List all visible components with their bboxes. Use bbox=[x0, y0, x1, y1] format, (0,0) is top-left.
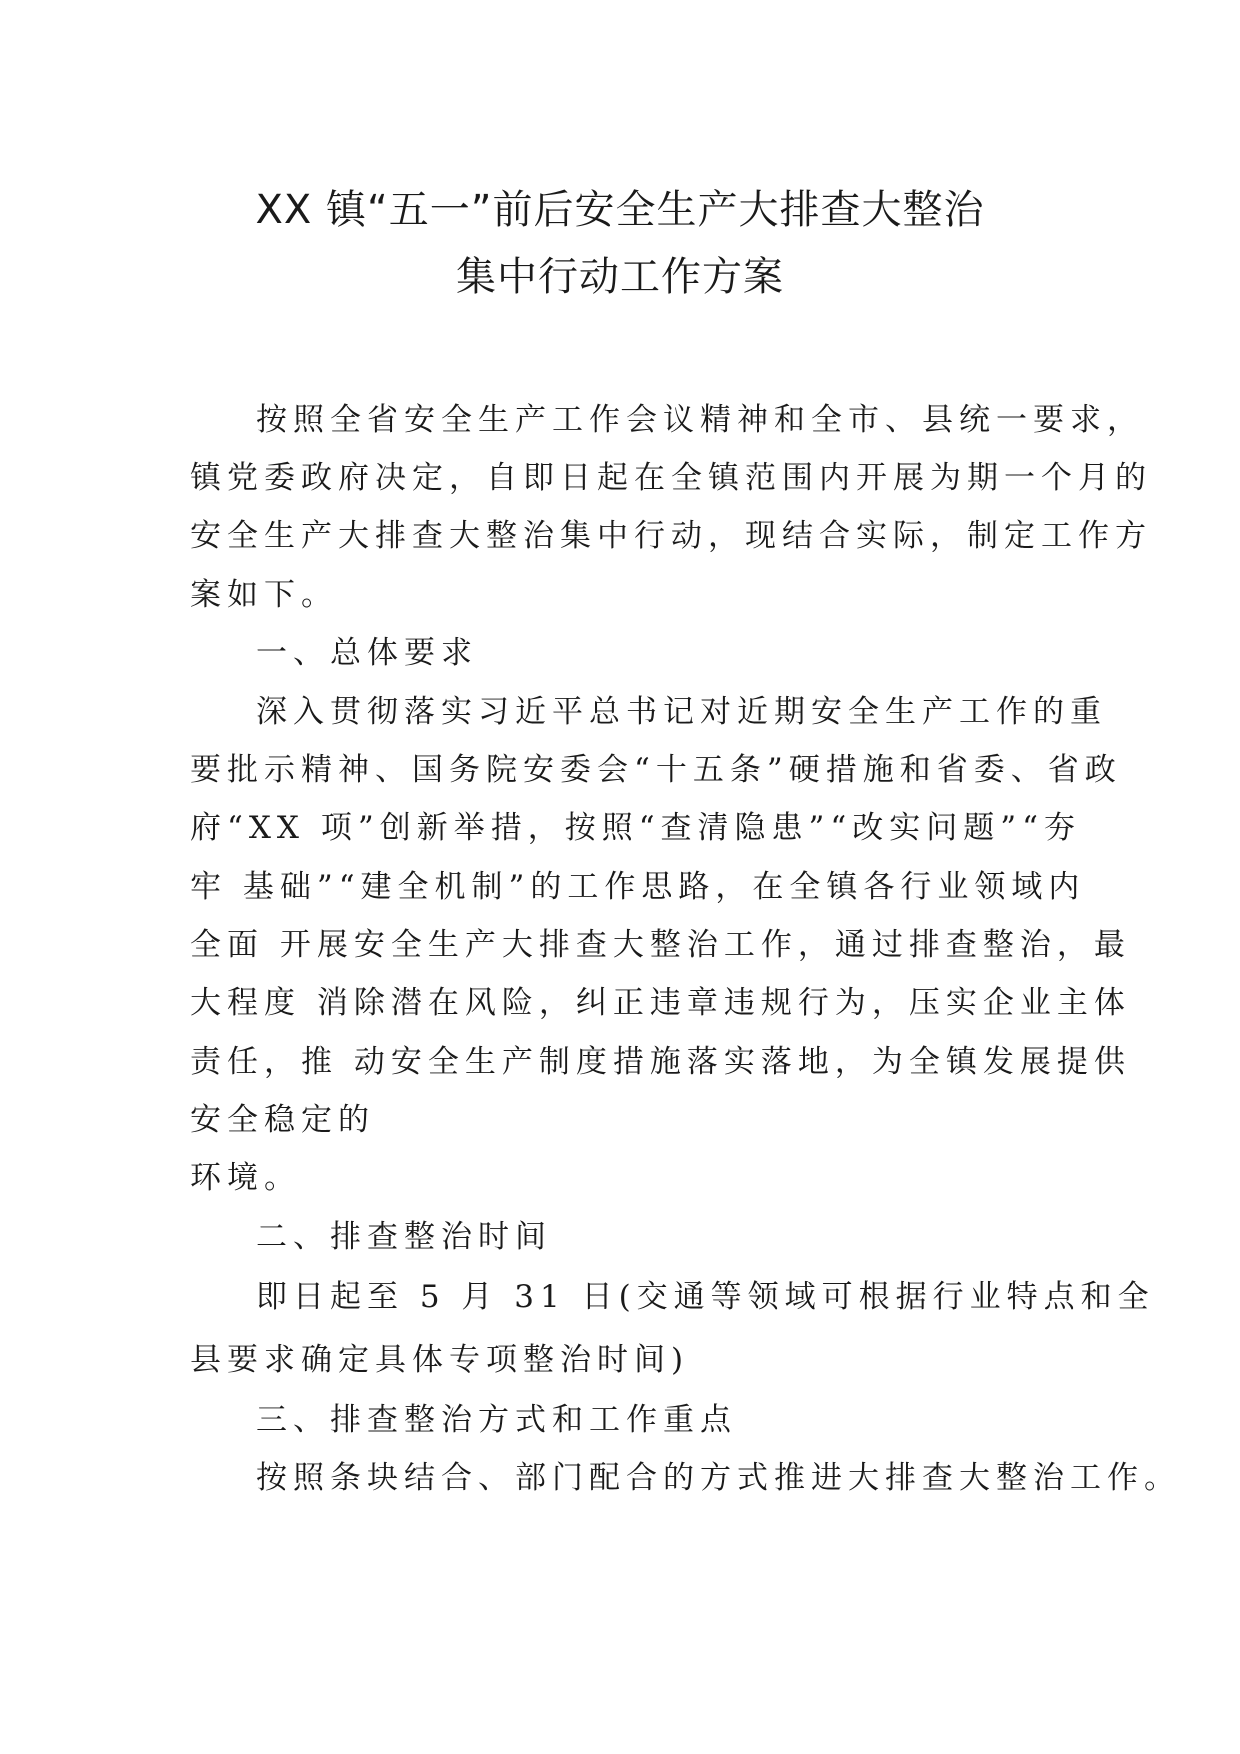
document-title-line-2: 集中行动工作方案 bbox=[456, 254, 784, 300]
paragraph-line: 牢 基础”“建全机制”的工作思路，在全镇各行业领域内 bbox=[190, 869, 1086, 905]
paragraph-line: 镇党委政府决定，自即日起在全镇范围内开展为期一个月的 bbox=[190, 460, 1152, 496]
paragraph-line: 安全稳定的 bbox=[190, 1102, 375, 1138]
paragraph-line: 环境。 bbox=[190, 1160, 301, 1196]
paragraph-line: 责任，推 动安全生产制度措施落实落地，为全镇发展提供 bbox=[190, 1044, 1131, 1080]
paragraph-line: 即日起至 5 月 31 日(交通等领域可根据行业特点和全 bbox=[256, 1279, 1155, 1315]
paragraph-line: 按照全省安全生产工作会议精神和全市、县统一要求， bbox=[256, 402, 1144, 438]
paragraph-line: 府“XX 项”创新举措，按照“查清隐患”“改实问题”“夯 bbox=[190, 810, 1081, 846]
paragraph-line: 大程度 消除潜在风险，纠正违章违规行为，压实企业主体 bbox=[190, 985, 1131, 1021]
paragraph-line: 案如下。 bbox=[190, 577, 338, 613]
paragraph-line: 要批示精神、国务院安委会“十五条”硬措施和省委、省政 bbox=[190, 752, 1122, 788]
paragraph-line: 县要求确定具体专项整治时间) bbox=[190, 1342, 690, 1378]
section-heading: 一、总体要求 bbox=[256, 635, 478, 671]
document-title-line-1: XX 镇“五一”前后安全生产大排查大整治 bbox=[255, 187, 985, 233]
paragraph-line: 按照条块结合、部门配合的方式推进大排查大整治工作。 bbox=[256, 1460, 1181, 1496]
paragraph-line: 深入贯彻落实习近平总书记对近期安全生产工作的重 bbox=[256, 694, 1107, 730]
section-heading: 二、排查整治时间 bbox=[256, 1219, 552, 1255]
paragraph-line: 全面 开展安全生产大排查大整治工作，通过排查整治，最 bbox=[190, 927, 1131, 963]
paragraph-line: 安全生产大排查大整治集中行动，现结合实际，制定工作方 bbox=[190, 518, 1152, 554]
section-heading: 三、排查整治方式和工作重点 bbox=[256, 1402, 737, 1438]
